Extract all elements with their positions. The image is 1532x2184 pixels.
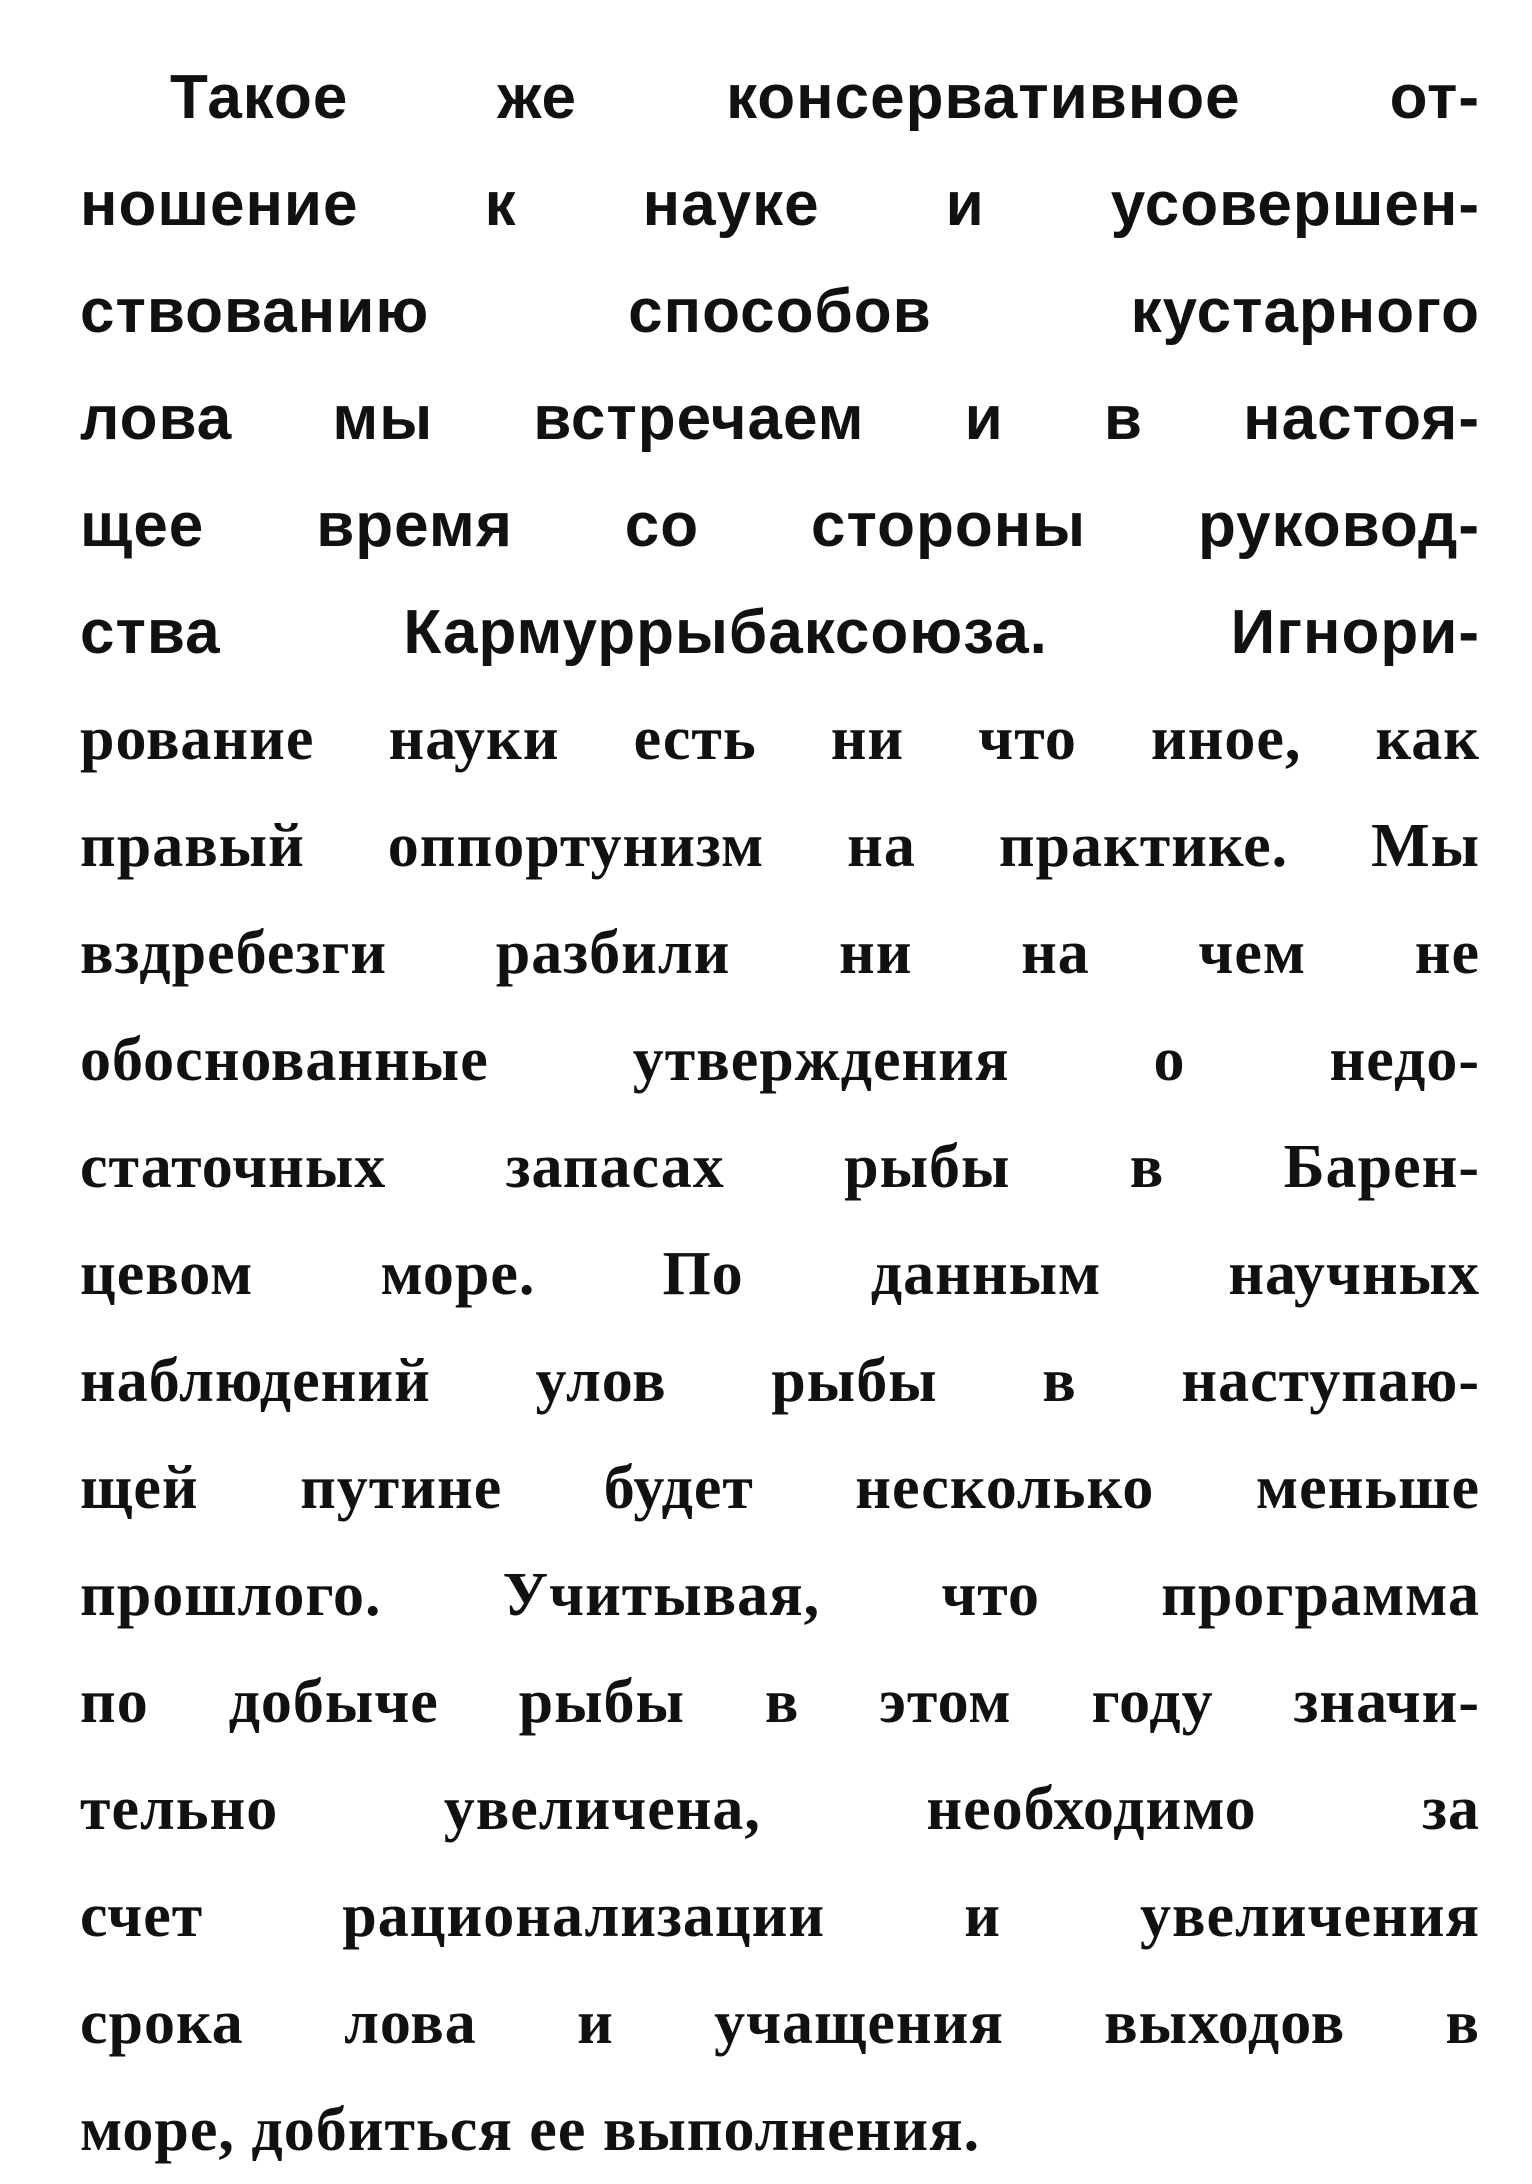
text-line: прошлого. Учитывая, что программа	[80, 1561, 1480, 1629]
text-line: лова мы встречаем и в настоя-	[80, 384, 1480, 453]
text-line: щее время со стороны руковод-	[80, 491, 1480, 560]
text-line: правый оппортунизм на практике. Мы	[80, 812, 1480, 880]
text-line: цевом море. По данным научных	[80, 1240, 1480, 1308]
text-line: ствованию способов кустарного	[80, 277, 1480, 346]
text-line: статочных запасах рыбы в Барен-	[80, 1133, 1480, 1201]
text-line: наблюдений улов рыбы в наступаю-	[80, 1347, 1480, 1415]
text-line: щей путине будет несколько меньше	[80, 1454, 1480, 1522]
text-line: вздребезги разбили ни на чем не	[80, 919, 1480, 987]
text-line: ношение к науке и усовершен-	[80, 170, 1480, 239]
text-line: рование науки есть ни что иное, как	[80, 705, 1480, 773]
text-line: Такое же консервативное от-	[170, 63, 1480, 132]
text-line: ства Кармуррыбаксоюза. Игнори-	[80, 598, 1480, 667]
text-line: срока лова и учащения выходов в	[80, 1989, 1480, 2057]
text-line: счет рационализации и увеличения	[80, 1882, 1480, 1950]
article-column	[80, 44, 1480, 2184]
text-line: обоснованные утверждения о недо-	[80, 1026, 1480, 1094]
text-line: тельно увеличена, необходимо за	[80, 1775, 1480, 1843]
text-line: море, добиться ее выполнения.	[80, 2096, 981, 2164]
text-line: по добыче рыбы в этом году значи-	[80, 1668, 1480, 1736]
